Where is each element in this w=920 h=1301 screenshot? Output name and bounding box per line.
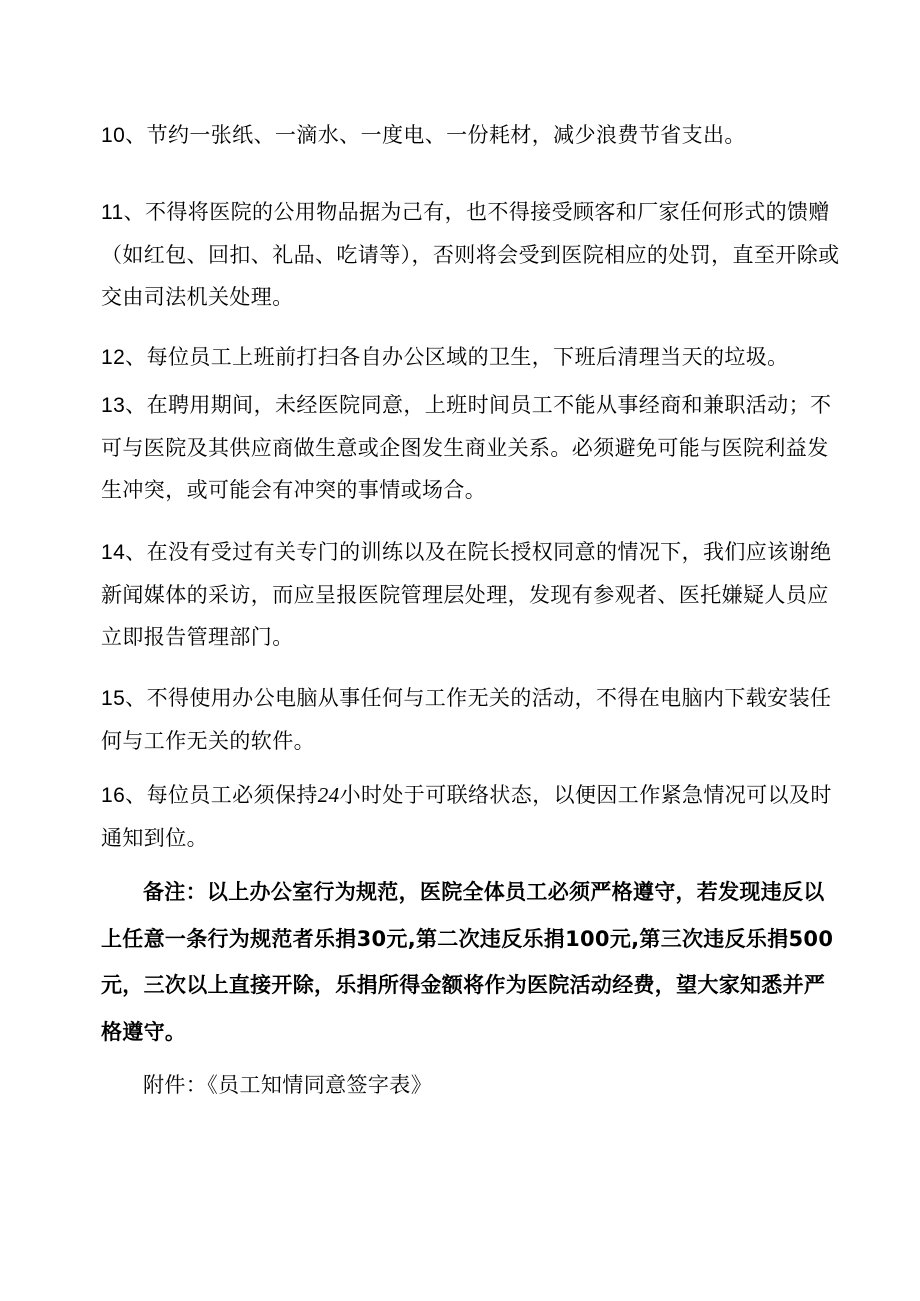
rule-item-13 <box>101 384 841 511</box>
rule-text-after: 小时处于可联络状态，以便因工作紧急情况可以及时通知到位。 <box>101 783 832 850</box>
rule-text: 、在聘用期间，未经医院同意，上班时间员工不能从事经商和兼职活动；不可与医院及其供应商做生意或企图发生商业关系。必须避免可能与医院利益发生冲突，或可能会有冲突的事情或场合。 <box>101 393 832 502</box>
rule-item-10 <box>101 114 841 157</box>
penalty-note: 备注：以上办公室行为规范，医院全体员工必须严格遵守，若发现违反以上任意一条行为规范者乐捐30元,第二次违反乐捐100元,第三次违反乐捐500元，三次以上直接开除，乐捐所得金额将作为医院活动经费，望大家知悉并严格遵守。 <box>101 880 834 1044</box>
rule-text-before: 、每位员工必须保持 <box>125 783 318 807</box>
rule-number: 11 <box>101 201 124 224</box>
rule-text: 、在没有受过有关专门的训练以及在院长授权同意的情况下，我们应该谢绝新闻媒体的采访，而应呈报医院管理层处理，发现有参观者、医托嫌疑人员应立即报告管理部门。 <box>101 540 832 649</box>
rule-number: 15 <box>101 687 126 710</box>
attachment-line: 附件：《员工知情同意签字表》 <box>143 1073 433 1097</box>
hours-value: 24 <box>317 783 340 807</box>
rule-item-14 <box>101 531 841 658</box>
rule-item-16 <box>101 774 841 859</box>
rule-text: 、每位员工上班前打扫各自办公区域的卫生，下班后清理当天的垃圾。 <box>125 345 789 369</box>
rule-item-15 <box>101 677 841 762</box>
rule-text: 、不得将医院的公用物品据为己有，也不得接受顾客和厂家任何形式的馈赠（如红包、回扣、礼品、吃请等），否则将会受到医院相应的处罚，直至开除或交由司法机关处理。 <box>101 200 840 309</box>
rule-number: 10 <box>101 124 126 147</box>
rule-number: 13 <box>101 394 126 417</box>
rule-text: 、节约一张纸、一滴水、一度电、一份耗材，减少浪费节省支出。 <box>125 123 746 147</box>
rule-item-12 <box>101 336 841 379</box>
rule-number: 12 <box>101 346 126 369</box>
rule-number: 16 <box>101 784 126 807</box>
rule-item-11 <box>101 191 841 318</box>
rule-number: 14 <box>101 541 126 564</box>
rule-text: 、不得使用办公电脑从事任何与工作无关的活动，不得在电脑内下载安装任何与工作无关的软件。 <box>101 686 832 753</box>
